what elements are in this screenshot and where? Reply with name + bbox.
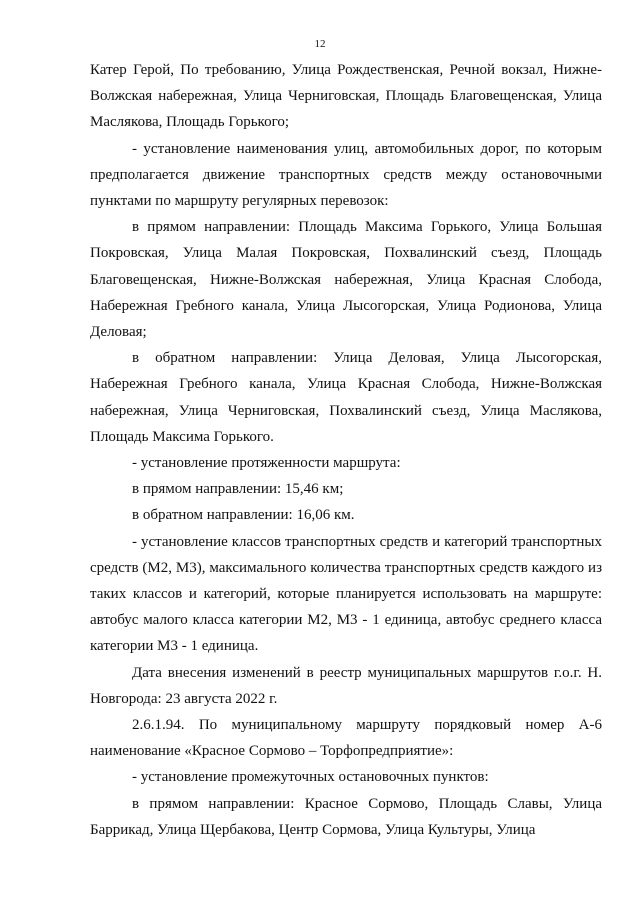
paragraph-intermediate-stops-heading: - установление промежуточных остановочных пунктов:: [132, 769, 489, 786]
paragraph-streets-forward: в прямом направлении: Площадь Максима Горького, Улица Большая Покровская, Улица Малая Покровская, Похвалинский съезд, Площадь Благовещенская, Нижне-Волжская набережная, Улица Красная Слобода, Набережная Гребного канала, Улица Лысогорская, Улица Родионова, Улица Деловая;: [90, 219, 602, 341]
paragraph-route-a6-heading: 2.6.1.94. По муниципальному маршруту порядковый номер А-6 наименование «Красное Сормово – Торфопредприятие»:: [90, 717, 602, 760]
paragraph-street-names-heading: - установление наименования улиц, автомобильных дорог, по которым предполагается движение транспортных средств между остановочными пунктами по маршруту регулярных перевозок:: [90, 140, 602, 210]
paragraph-registry-date: Дата внесения изменений в реестр муниципальных маршрутов г.о.г. Н. Новгорода: 23 августа 2022 г.: [90, 664, 602, 707]
paragraph-vehicle-classes: - установление классов транспортных средств и категорий транспортных средств (М2, М3), максимального количества транспортных средств каждого из таких классов и категорий, которые планируется использовать на маршруте: автобус малого класса категории М2, М3 - 1 единица, автобус среднего класса категории М3 - 1 единица.: [90, 533, 602, 655]
paragraph-length-reverse: в обратном направлении: 16,06 км.: [132, 507, 355, 524]
page-number: 12: [314, 38, 326, 50]
paragraph-route-length-heading: - установление протяженности маршрута:: [132, 455, 401, 472]
paragraph-streets-reverse: в обратном направлении: Улица Деловая, Улица Лысогорская, Набережная Гребного канала, Улица Красная Слобода, Нижне-Волжская набережная, Улица Черниговская, Похвалинский съезд, Улица Маслякова, Площадь Максима Горького.: [90, 350, 602, 445]
paragraph-length-forward: в прямом направлении: 15,46 км;: [132, 481, 344, 498]
paragraph-stops-forward: в прямом направлении: Красное Сормово, Площадь Славы, Улица Баррикад, Улица Щербакова, Центр Сормова, Улица Культуры, Улица: [90, 795, 602, 838]
document-body: [90, 57, 602, 843]
paragraph-route-stops-continued: Катер Герой, По требованию, Улица Рождественская, Речной вокзал, Нижне-Волжская набережная, Улица Черниговская, Площадь Благовещенская, Улица Маслякова, Площадь Горького;: [90, 62, 602, 131]
